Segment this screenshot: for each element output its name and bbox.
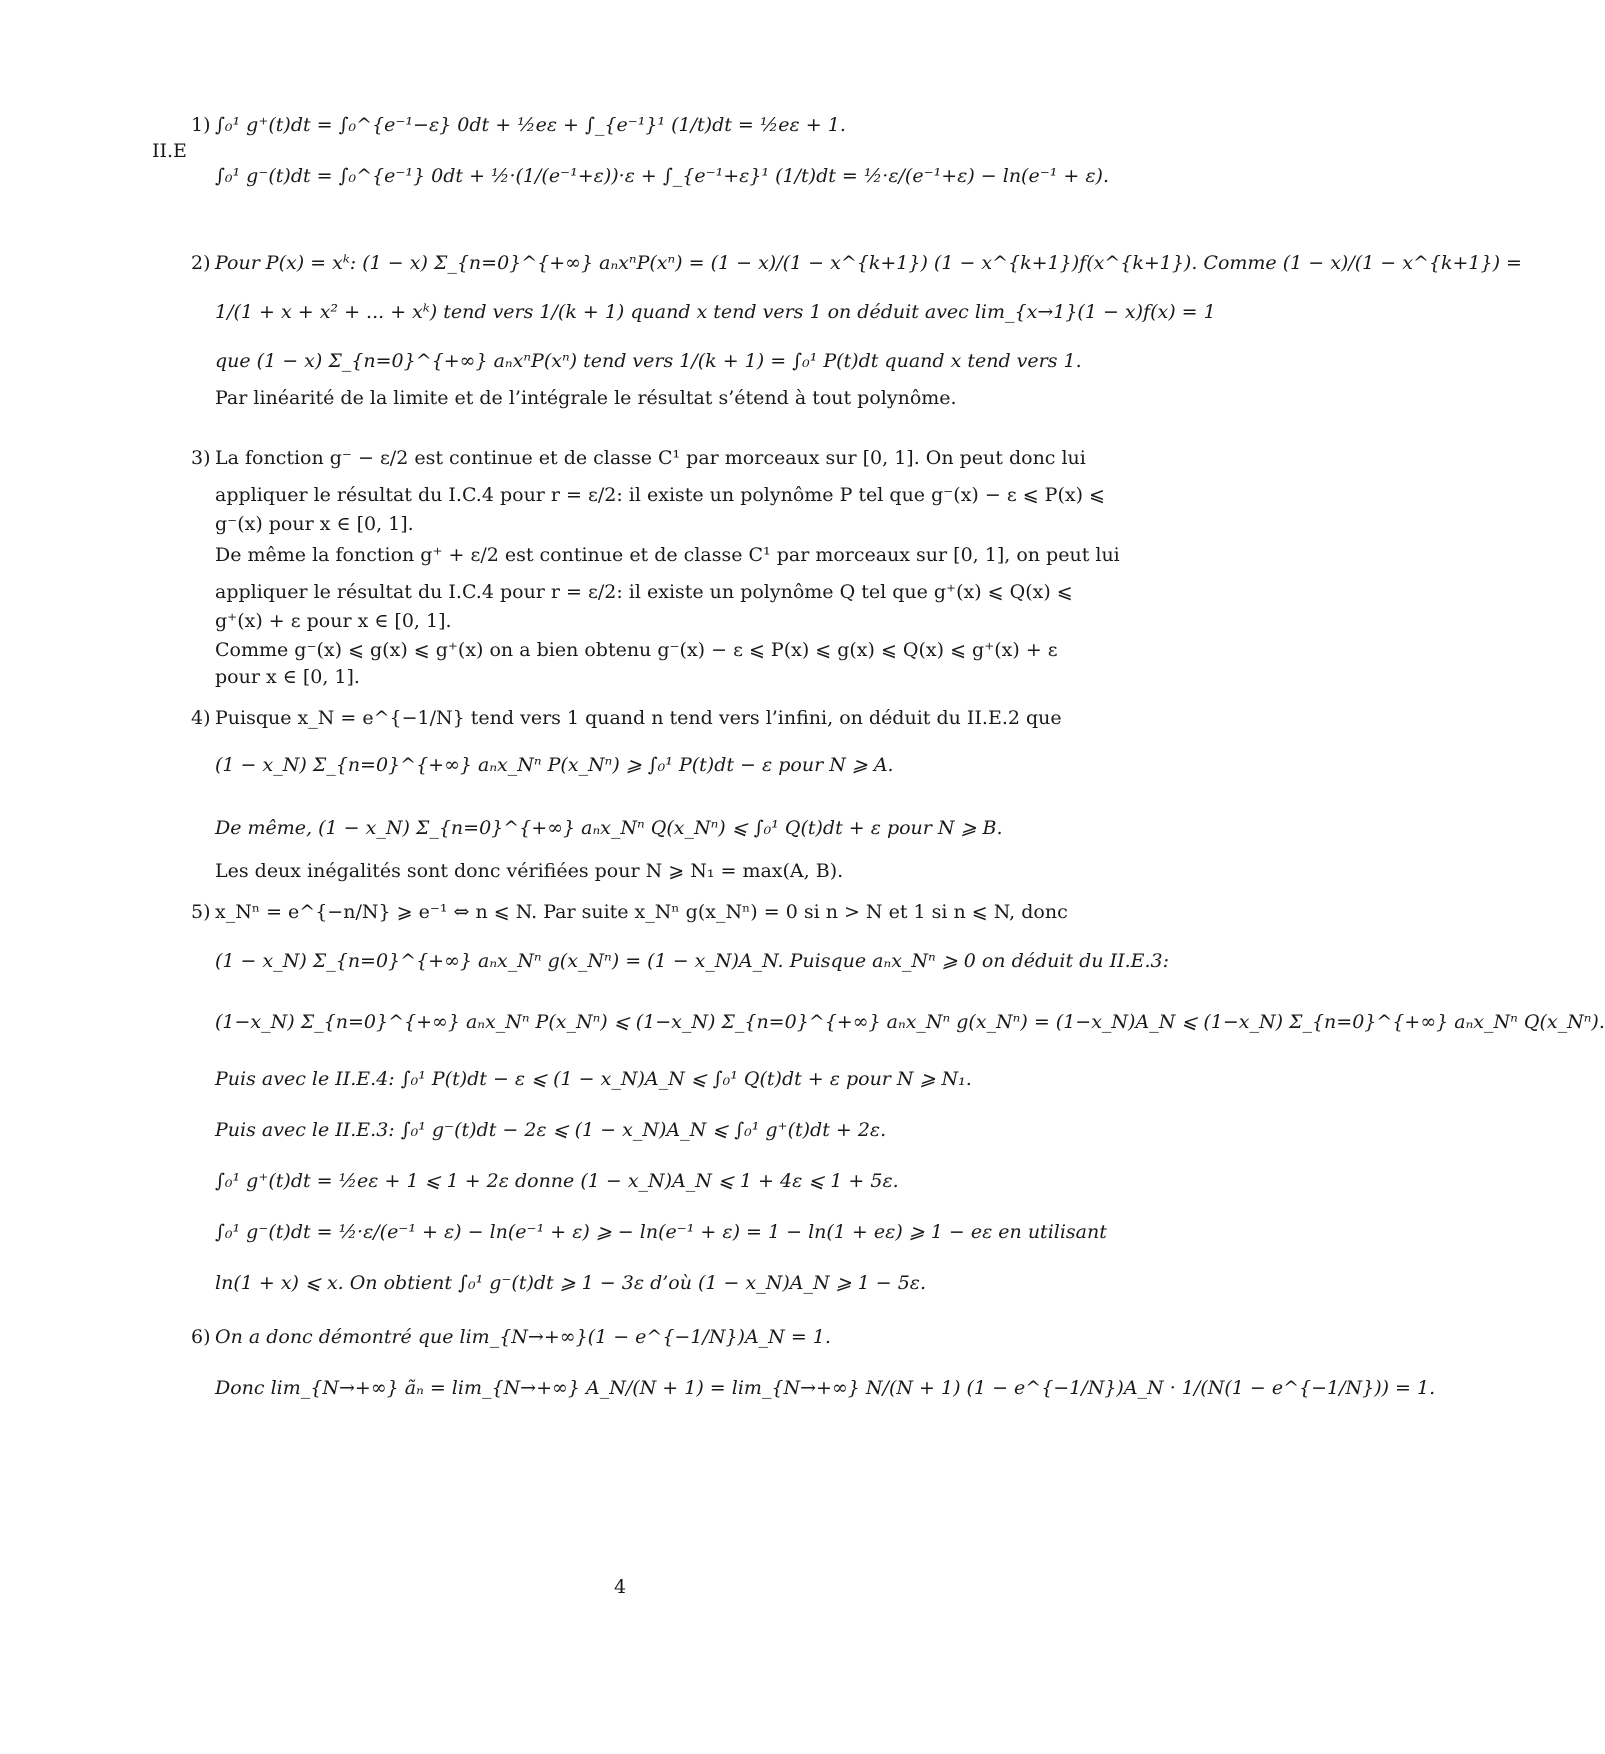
item-line: Comme g⁻(x) ⩽ g(x) ⩽ g⁺(x) on a bien obtenu g⁻(x) − ε ⩽ P(x) ⩽ g(x) ⩽ Q(x) ⩽ g⁺(x) + ε xyxy=(215,639,1058,661)
item-line: g⁻(x) pour x ∈ [0, 1]. xyxy=(215,513,414,535)
item-number: 1) xyxy=(191,114,211,136)
item-line: ∫₀¹ g⁺(t)dt = ∫₀^{e⁻¹−ε} 0dt + ½eε + ∫_{e⁻¹}¹ (1/t)dt = ½eε + 1. xyxy=(215,114,846,136)
item-line: (1 − x_N) Σ_{n=0}^{+∞} aₙx_Nⁿ P(x_Nⁿ) ⩾ ∫₀¹ P(t)dt − ε pour N ⩾ A. xyxy=(215,754,894,776)
item-6 xyxy=(191,1324,1436,1408)
item-1 xyxy=(191,112,1110,196)
item-number: 2) xyxy=(191,252,211,274)
item-line: ∫₀¹ g⁻(t)dt = ½·ε/(e⁻¹ + ε) − ln(e⁻¹ + ε) ⩾ − ln(e⁻¹ + ε) = 1 − ln(1 + eε) ⩾ 1 − eε en utilisant xyxy=(215,1221,1107,1243)
item-line: pour x ∈ [0, 1]. xyxy=(215,666,360,688)
item-line: Puis avec le II.E.3: ∫₀¹ g⁻(t)dt − 2ε ⩽ (1 − x_N)A_N ⩽ ∫₀¹ g⁺(t)dt + 2ε. xyxy=(215,1119,887,1141)
page-number: 4 xyxy=(613,1576,627,1598)
item-line: Puisque x_N = e^{−1/N} tend vers 1 quand n tend vers l’infini, on déduit du II.E.2 que xyxy=(215,707,1062,729)
item-line: Les deux inégalités sont donc vérifiées pour N ⩾ N₁ = max(A, B). xyxy=(215,860,844,882)
item-line: 1/(1 + x + x² + ... + xᵏ) tend vers 1/(k + 1) quand x tend vers 1 on déduit avec lim_{x→1}(1 − x)f(x) = 1 xyxy=(215,301,1216,323)
item-line: ∫₀¹ g⁺(t)dt = ½eε + 1 ⩽ 1 + 2ε donne (1 − x_N)A_N ⩽ 1 + 4ε ⩽ 1 + 5ε. xyxy=(215,1170,899,1192)
item-number: 4) xyxy=(191,707,211,729)
item-line: (1 − x_N) Σ_{n=0}^{+∞} aₙx_Nⁿ g(x_Nⁿ) = (1 − x_N)A_N. Puisque aₙx_Nⁿ ⩾ 0 on déduit du II.E.3: xyxy=(215,950,1170,972)
item-line: que (1 − x) Σ_{n=0}^{+∞} aₙxⁿP(xⁿ) tend vers 1/(k + 1) = ∫₀¹ P(t)dt quand x tend vers 1. xyxy=(215,350,1082,372)
item-line: x_Nⁿ = e^{−n/N} ⩾ e⁻¹ ⇔ n ⩽ N. Par suite x_Nⁿ g(x_Nⁿ) = 0 si n > N et 1 si n ⩽ N, donc xyxy=(215,901,1068,923)
item-line: appliquer le résultat du I.C.4 pour r = ε/2: il existe un polynôme Q tel que g⁺(x) ⩽ Q(x) ⩽ xyxy=(215,581,1073,603)
item-2 xyxy=(191,250,1522,418)
item-5 xyxy=(191,899,1605,1303)
item-line: Puis avec le II.E.4: ∫₀¹ P(t)dt − ε ⩽ (1 − x_N)A_N ⩽ ∫₀¹ Q(t)dt + ε pour N ⩾ N₁. xyxy=(215,1068,972,1090)
item-line: De même la fonction g⁺ + ε/2 est continue et de classe C¹ par morceaux sur [0, 1], on peut lui xyxy=(215,544,1120,566)
item-number: 3) xyxy=(191,447,211,469)
item-line: (1−x_N) Σ_{n=0}^{+∞} aₙx_Nⁿ P(x_Nⁿ) ⩽ (1−x_N) Σ_{n=0}^{+∞} aₙx_Nⁿ g(x_Nⁿ) = (1−x_N)A_N ⩽ (1−x_N) Σ_{n=0}^{+∞} aₙx_Nⁿ Q(x_Nⁿ). xyxy=(215,1011,1605,1033)
item-line: La fonction g⁻ − ε/2 est continue et de classe C¹ par morceaux sur [0, 1]. On peut donc lui xyxy=(215,447,1086,469)
item-line: Par linéarité de la limite et de l’intégrale le résultat s’étend à tout polynôme. xyxy=(215,387,957,409)
item-number: 5) xyxy=(191,901,211,923)
item-line: De même, (1 − x_N) Σ_{n=0}^{+∞} aₙx_Nⁿ Q(x_Nⁿ) ⩽ ∫₀¹ Q(t)dt + ε pour N ⩾ B. xyxy=(215,817,1003,839)
item-line: appliquer le résultat du I.C.4 pour r = ε/2: il existe un polynôme P tel que g⁻(x) − ε ⩽ P(x) ⩽ xyxy=(215,484,1105,506)
item-line: ln(1 + x) ⩽ x. On obtient ∫₀¹ g⁻(t)dt ⩾ 1 − 3ε d’où (1 − x_N)A_N ⩾ 1 − 5ε. xyxy=(215,1272,927,1294)
section-label: II.E xyxy=(152,140,187,162)
item-line: Pour P(x) = xᵏ: (1 − x) Σ_{n=0}^{+∞} aₙxⁿP(xⁿ) = (1 − x)/(1 − x^{k+1}) (1 − x^{k+1})f(x^{k+1}). Comme (1 − x)/(1 − x^{k+1}) = xyxy=(215,252,1522,274)
item-line: On a donc démontré que lim_{N→+∞}(1 − e^{−1/N})A_N = 1. xyxy=(215,1326,831,1348)
item-number: 6) xyxy=(191,1326,211,1348)
item-line: ∫₀¹ g⁻(t)dt = ∫₀^{e⁻¹} 0dt + ½·(1/(e⁻¹+ε))·ε + ∫_{e⁻¹+ε}¹ (1/t)dt = ½·ε/(e⁻¹+ε) − ln(e⁻¹ + ε). xyxy=(215,165,1110,187)
item-4 xyxy=(191,705,1095,891)
item-line: Donc lim_{N→+∞} ãₙ = lim_{N→+∞} A_N/(N + 1) = lim_{N→+∞} N/(N + 1) (1 − e^{−1/N})A_N · 1/(N(1 − e^{−1/N})) = 1. xyxy=(215,1377,1436,1399)
item-line: g⁺(x) + ε pour x ∈ [0, 1]. xyxy=(215,610,452,632)
item-3 xyxy=(191,445,1120,697)
